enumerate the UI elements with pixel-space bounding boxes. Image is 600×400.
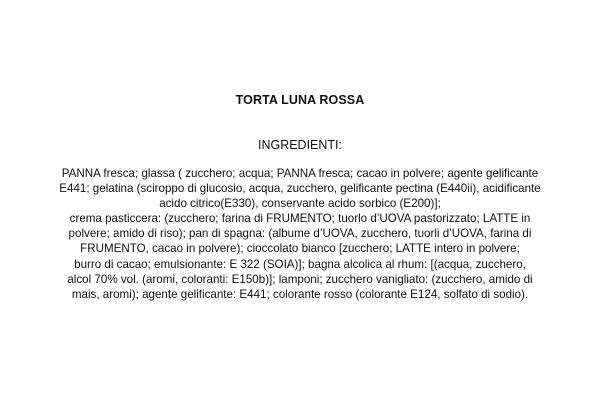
ingredients-list [40, 166, 560, 302]
ingredients-line: E441; gelatina (sciroppo di glucosio, acqua, zucchero, gelificante pectina (E440ii), acidificante [59, 182, 541, 196]
ingredients-line: crema pasticcera: (zucchero; farina di FRUMENTO; tuorlo d’UOVA pastorizzato; LATTE in [69, 212, 531, 226]
ingredients-line: mais, aromi); agente gelificante: E441; colorante rosso (colorante E124, solfato di sodio). [71, 287, 529, 301]
ingredients-line: FRUMENTO, cacao in polvere); cioccolato bianco [zucchero; LATTE intero in polvere; [80, 242, 520, 256]
ingredients-line: PANNA fresca; glassa ( zucchero; acqua; PANNA fresca; cacao in polvere; agente gelificante [61, 167, 539, 180]
ingredients-line: acido citrico(E330), conservante acido sorbico (E200)]; [159, 197, 441, 211]
ingredients-line: alcol 70% vol. (aromi, coloranti: E150b)]; lamponi; zucchero vanigliato: (zucchero, amido di [67, 272, 533, 286]
product-title: TORTA LUNA ROSSA [235, 93, 365, 107]
ingredients-line: polvere; amido di riso); pan di spagna: (albume d’UOVA, zucchero, tuorli d’UOVA, farina di [68, 227, 532, 241]
ingredients-heading: INGREDIENTI: [257, 138, 343, 152]
ingredients-line: burro di cacao; emulsionante: E 322 (SOIA)]; bagna alcolica al rhum: [(acqua, zucchero, [74, 257, 526, 271]
